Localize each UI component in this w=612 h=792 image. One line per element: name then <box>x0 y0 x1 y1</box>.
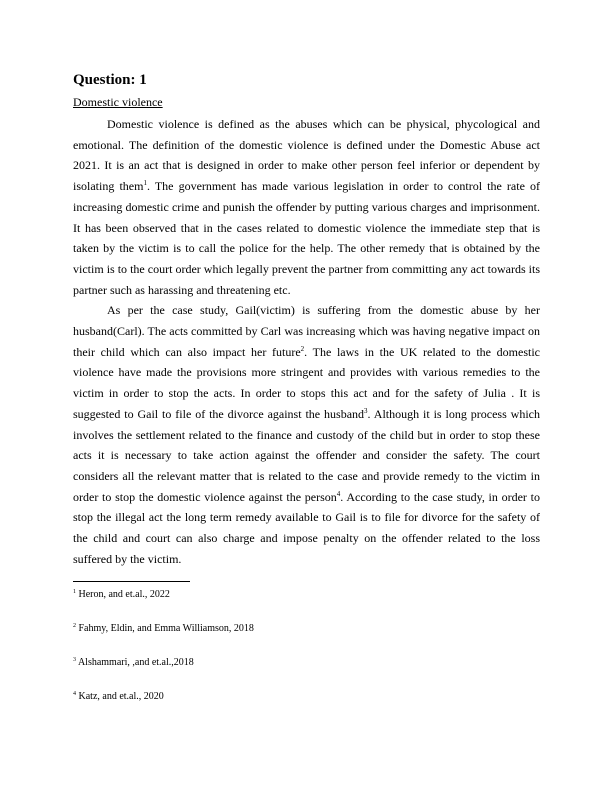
footnote-1 <box>73 588 540 602</box>
footnote-3 <box>73 656 540 670</box>
footnote-reference: 1 <box>143 179 147 188</box>
footnote-text: Katz, and et.al., 2020 <box>76 691 164 703</box>
paragraph-text: . The laws in the UK related to the domestic violence have made the provisions more stringent and provides with various remedies to the victim in order to stop the acts. In order to stops this act and for the safety of Julia . It is suggested to Gail to file of the divorce against the husband <box>73 344 540 421</box>
footnote-2 <box>73 622 540 636</box>
footnote-number: 4 <box>73 691 76 698</box>
paragraph-case-study <box>73 300 540 569</box>
page-content <box>73 70 540 724</box>
paragraph-text: . According to the case study, in order to stop the illegal act the long term remedy available to Gail is to file for divorce for the safety of the child and court can also charge and impose penalty on the offender related to the loss suffered by the victim. <box>73 489 540 566</box>
footnote-number: 3 <box>73 657 76 664</box>
paragraph-text: Domestic violence is defined as the abuses which can be physical, phycological and emotional. The definition of the domestic violence is defined under the Domestic Abuse act 2021. It is an act that is designed in order to make other person feel inferior or dependent by isolating them <box>73 117 540 194</box>
footnote-reference: 2 <box>300 344 305 353</box>
paragraph-definition <box>73 114 540 300</box>
paragraph-text: . The government has made various legislation in order to control the rate of increasing domestic crime and punish the offender by putting various charges and imprisonment. It has been observed that in the cases related to domestic violence the immediate step that is taken by the victim is to call the police for the help. The other remedy that is obtained by the victim is to the court order which legally prevent the partner from committing any act towards its partner such as harassing and threatening etc. <box>73 179 541 297</box>
footnote-number: 1 <box>73 589 76 596</box>
footnote-reference: 4 <box>336 489 341 498</box>
footnote-reference: 3 <box>364 406 368 415</box>
footnote-number: 2 <box>73 623 76 630</box>
footnote-text: Fahmy, Eldin, and Emma Williamson, 2018 <box>76 623 254 635</box>
paragraph-text: . Although it is long process which involves the settlement related to the finance and custody of the child but in order to stop these acts it is necessary to take action against the offender and consider the safety. The court considers all the relevant matter that is related to the case and provide remedy to the victim in order to stop the domestic violence against the person <box>73 406 540 504</box>
footnote-text: Alshammari, ,and et.al.,2018 <box>76 657 194 669</box>
footnote-separator <box>73 581 190 582</box>
section-title: Domestic violence <box>73 95 163 109</box>
footnote-4 <box>73 690 540 704</box>
footnote-text: Heron, and et.al., 2022 <box>76 589 170 601</box>
question-heading: Question: 1 <box>73 72 147 88</box>
paragraph-text: As per the case study, Gail(victim) is suffering from the domestic abuse by her husband(Carl). The acts committed by Carl was increasing which was having negative impact on their child which can also impact her future <box>73 303 540 359</box>
